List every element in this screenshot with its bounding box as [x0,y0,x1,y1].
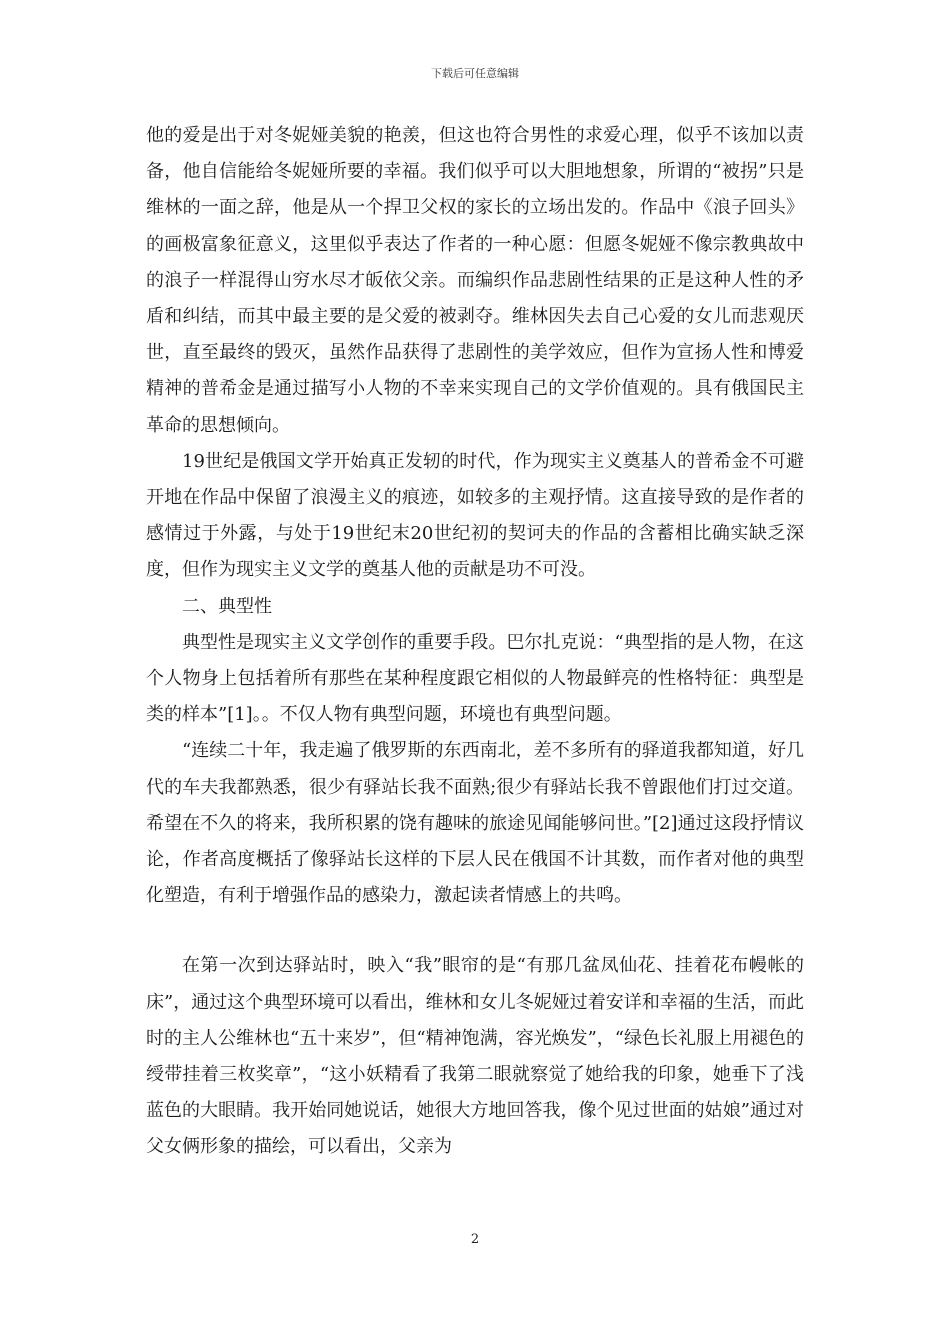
page-number: 2 [470,1232,480,1247]
paragraph-continued: 他的爱是出于对冬妮娅美貌的艳羡，但这也符合男性的求爱心理，似乎不该加以责备，他自信能给冬妮娅所要的幸福。我们似乎可以大胆地想象，所谓的“被拐”只是维林的一面之辞，他是从一个捍卫父权的家长的立场出发的。作品中《浪子回头》的画极富象征意义，这里似乎表达了作者的一种心愿：但愿冬妮娅不像宗教典故中的浪子一样混得山穷水尽才皈依父亲。而编织作品悲剧性结果的正是这种人性的矛盾和纠结，而其中最主要的是父爱的被剥夺。维林因失去自己心爱的女儿而悲观厌世，直至最终的毁灭，虽然作品获得了悲剧性的美学效应，但作为宣扬人性和博爱精神的普希金是通过描写小人物的不幸来实现自己的文学价值观的。具有俄国民主革命的思想倾向。 [146,125,804,436]
document-body [146,118,804,1166]
quote-paragraph: “连续二十年，我走遍了俄罗斯的东西南北，差不多所有的驿道我都知道，好几代的车夫我都熟悉，很少有驿站长我不面熟;很少有驿站长我不曾跟他们打过交道。希望在不久的将来，我所积累的饶有趣味的旅途见闻能够问世。”[2]通过这段抒情议论，作者高度概括了像驿站长这样的下层人民在俄国不计其数，而作者对他的典型化塑造，有利于增强作品的感染力，激起读者情感上的共鸣。 [146,740,804,907]
paragraph-gap [146,914,804,948]
page-header: 下载后可任意编辑 [431,67,519,80]
paragraph: 19世纪是俄国文学开始真正发轫的时代，作为现实主义奠基人的普希金不可避开地在作品中保留了浪漫主义的痕迹，如较多的主观抒情。这直接导致的是作者的感情过于外露，与处于19世纪末20世纪初的契诃夫的作品的含蓄相比确实缺乏深度，但作为现实主义文学的奠基人他的贡献是功不可没。 [146,450,804,581]
paragraph: 典型性是现实主义文学创作的重要手段。巴尔扎克说：“典型指的是人物，在这个人物身上包括着所有那些在某种程度跟它相似的人物最鲜亮的性格特征：典型是类的样本”[1]。。不仅人物有典型问题，环境也有典型问题。 [146,631,804,726]
paragraph: 在第一次到达驿站时，映入“我”眼帘的是“有那几盆凤仙花、挂着花布幔帐的床”，通过这个典型环境可以看出，维林和女儿冬妮娅过着安详和幸福的生活，而此时的主人公维林也“五十来岁”，但“精神饱满，容光焕发”，“绿色长礼服上用褪色的绶带挂着三枚奖章”，“这小妖精看了我第二眼就察觉了她给我的印象，她垂下了浅蓝色的大眼睛。我开始同她说话，她很大方地回答我，像个见过世面的姑娘”通过对父女俩形象的描绘，可以看出，父亲为 [146,955,805,1158]
section-heading: 二、典型性 [182,595,272,617]
